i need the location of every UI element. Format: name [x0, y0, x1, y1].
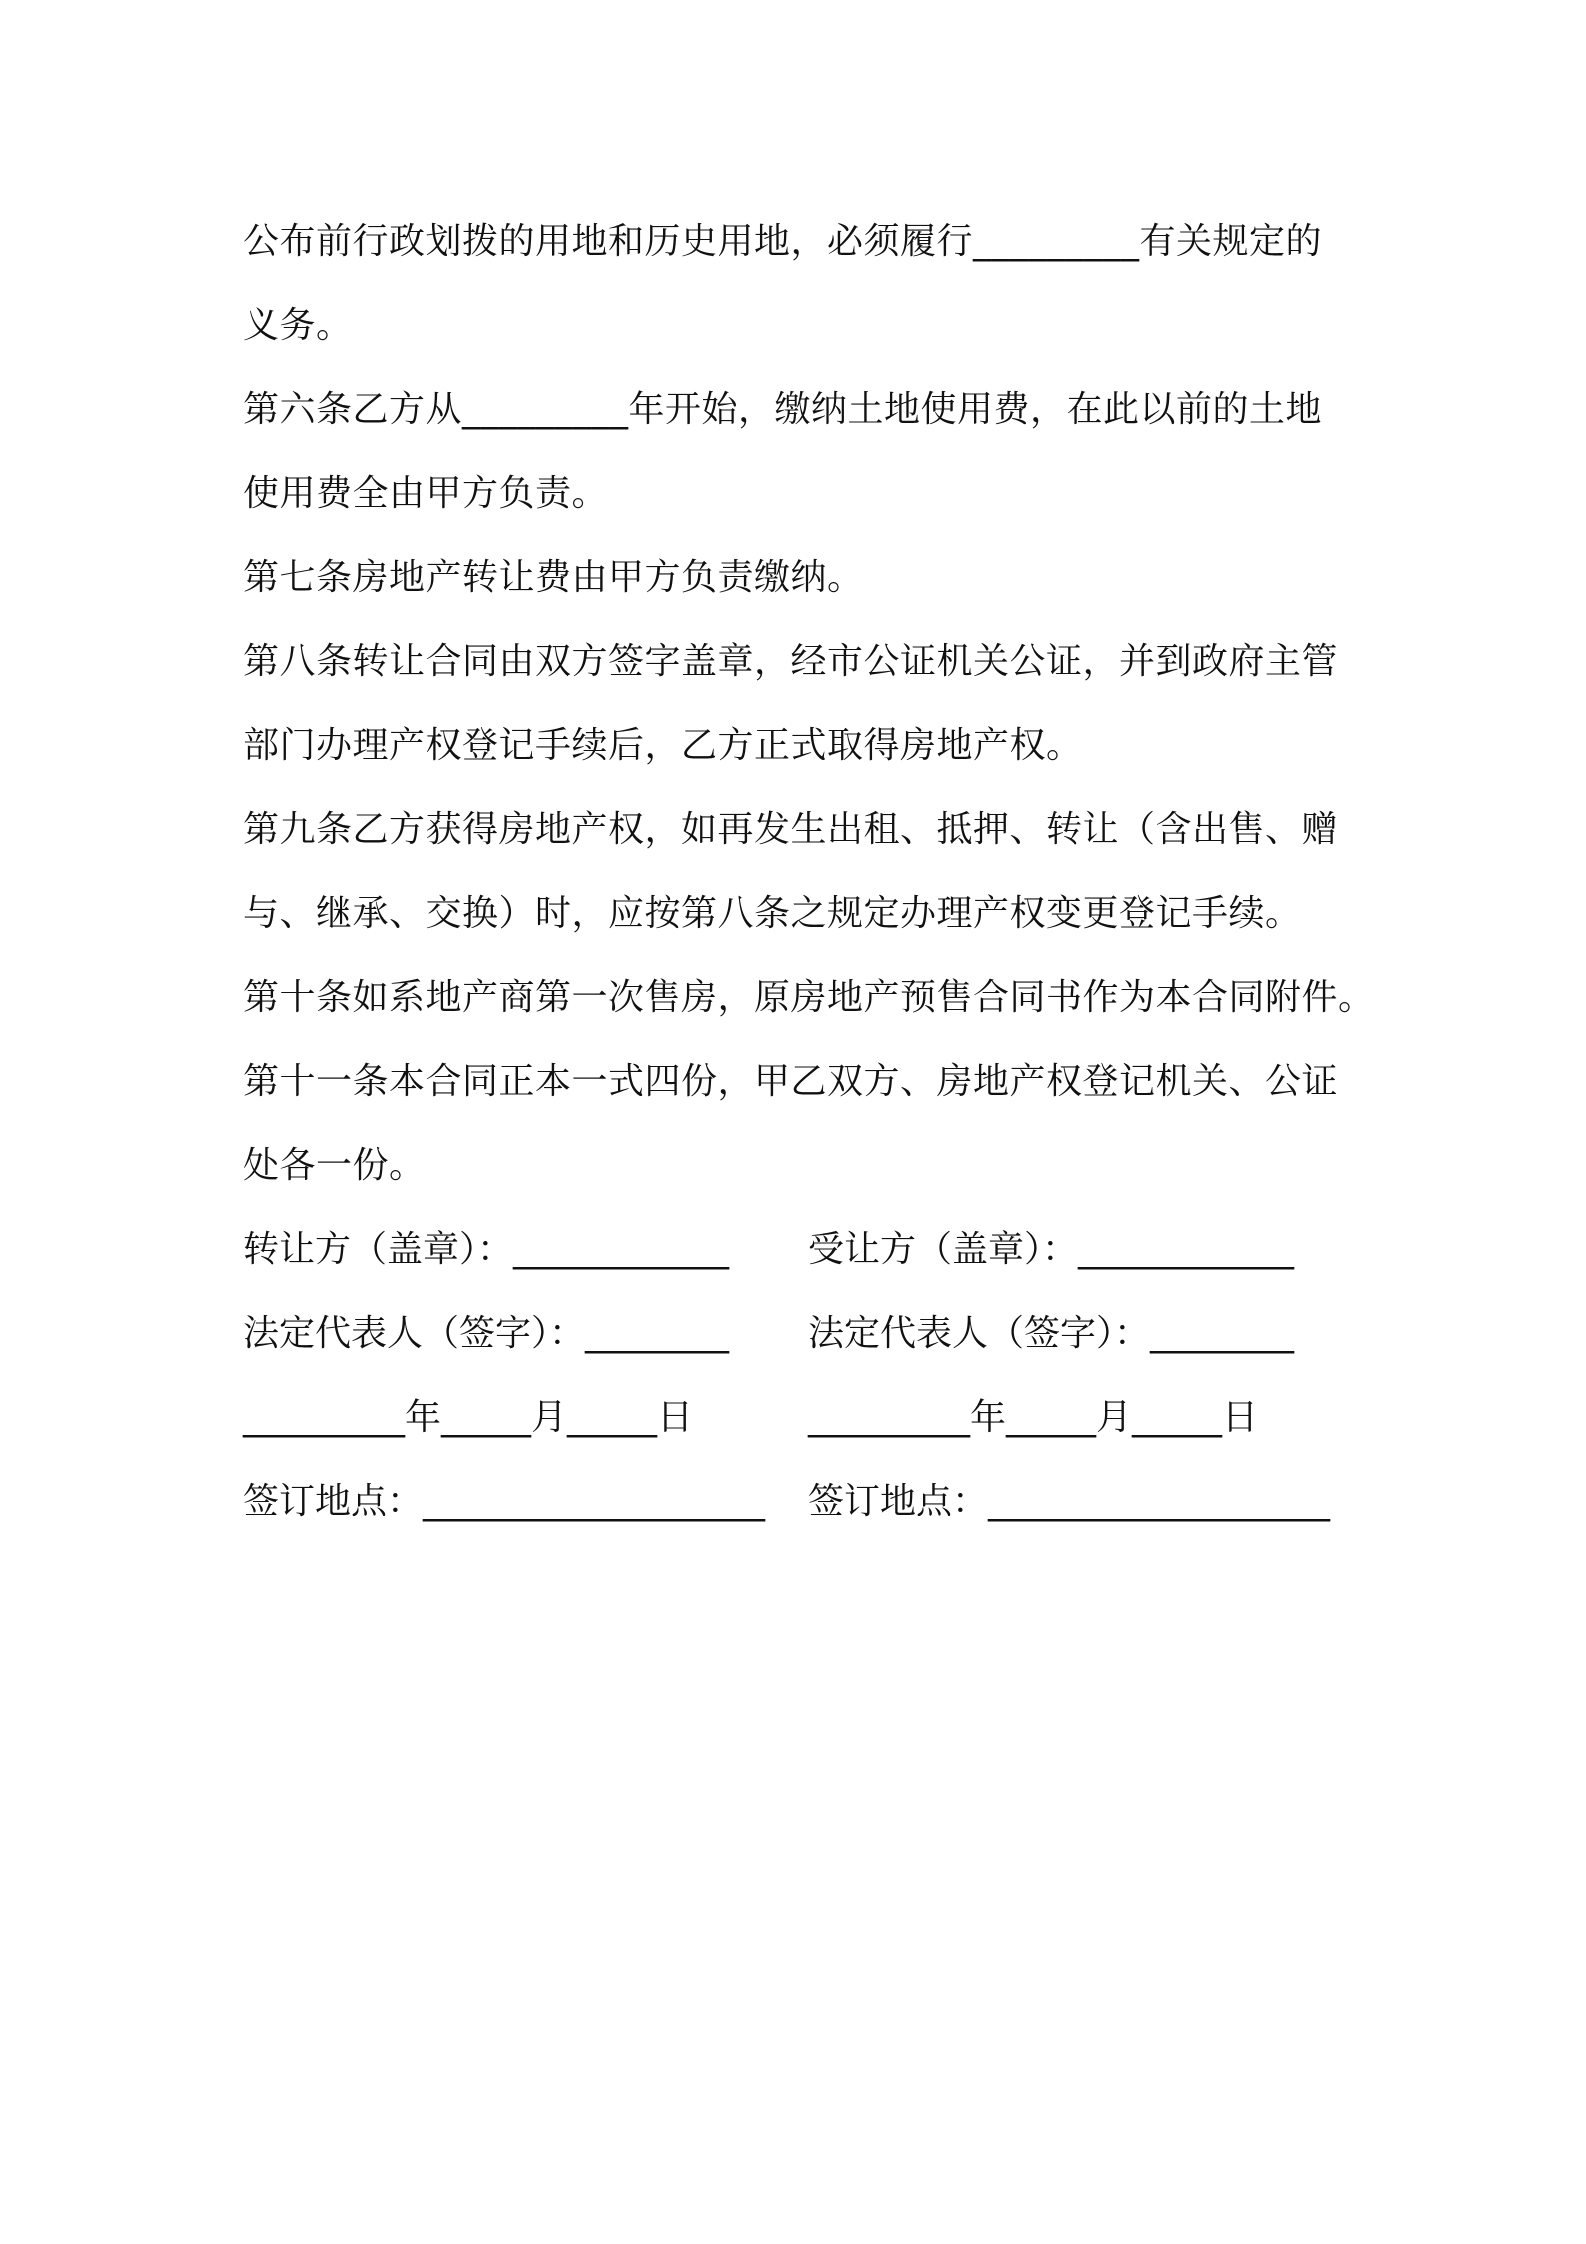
- document-body: [243, 200, 1373, 1544]
- text-line: 与、继承、交换）时，应按第八条之规定办理产权变更登记手续。: [243, 893, 1302, 934]
- text-line: 义务。: [243, 305, 353, 346]
- text-line: 第八条转让合同由双方签字盖章，经市公证机关公证，并到政府主管: [243, 641, 1339, 682]
- transferor-seal-field: 转让方（盖章）：____________: [243, 1229, 730, 1270]
- text-line: 第七条房地产转让费由甲方负责缴纳。: [243, 557, 864, 598]
- signature-place-row: [243, 1460, 1373, 1544]
- transferor-place-field: 签订地点：___________________: [243, 1481, 766, 1522]
- transferee-date-field: _________年_____月_____日: [808, 1397, 1258, 1438]
- signature-date-row: [243, 1376, 1373, 1460]
- text-line: 第十一条本合同正本一式四份，甲乙双方、房地产权登记机关、公证: [243, 1061, 1339, 1102]
- text-line: 部门办理产权登记手续后，乙方正式取得房地产权。: [243, 725, 1083, 766]
- text-line: 处各一份。: [243, 1145, 426, 1186]
- transferee-legal-rep-field: 法定代表人（签字）：________: [808, 1313, 1295, 1354]
- text-line: 使用费全由甲方负责。: [243, 473, 609, 514]
- text-line: 第十条如系地产商第一次售房，原房地产预售合同书作为本合同附件。: [243, 977, 1375, 1018]
- signature-seal-row: [243, 1208, 1373, 1292]
- text-line: 第九条乙方获得房地产权，如再发生出租、抵押、转让（含出售、赠: [243, 809, 1339, 850]
- transferor-date-field: _________年_____月_____日: [243, 1397, 693, 1438]
- transferor-legal-rep-field: 法定代表人（签字）：________: [243, 1313, 730, 1354]
- transferee-place-field: 签订地点：___________________: [808, 1481, 1331, 1522]
- text-line: 公布前行政划拨的用地和历史用地，必须履行_________有关规定的: [243, 221, 1323, 262]
- signature-legal-rep-row: [243, 1292, 1373, 1376]
- text-line: 第六条乙方从_________年开始，缴纳土地使用费，在此以前的土地: [243, 389, 1323, 430]
- transferee-seal-field: 受让方（盖章）：____________: [808, 1229, 1295, 1270]
